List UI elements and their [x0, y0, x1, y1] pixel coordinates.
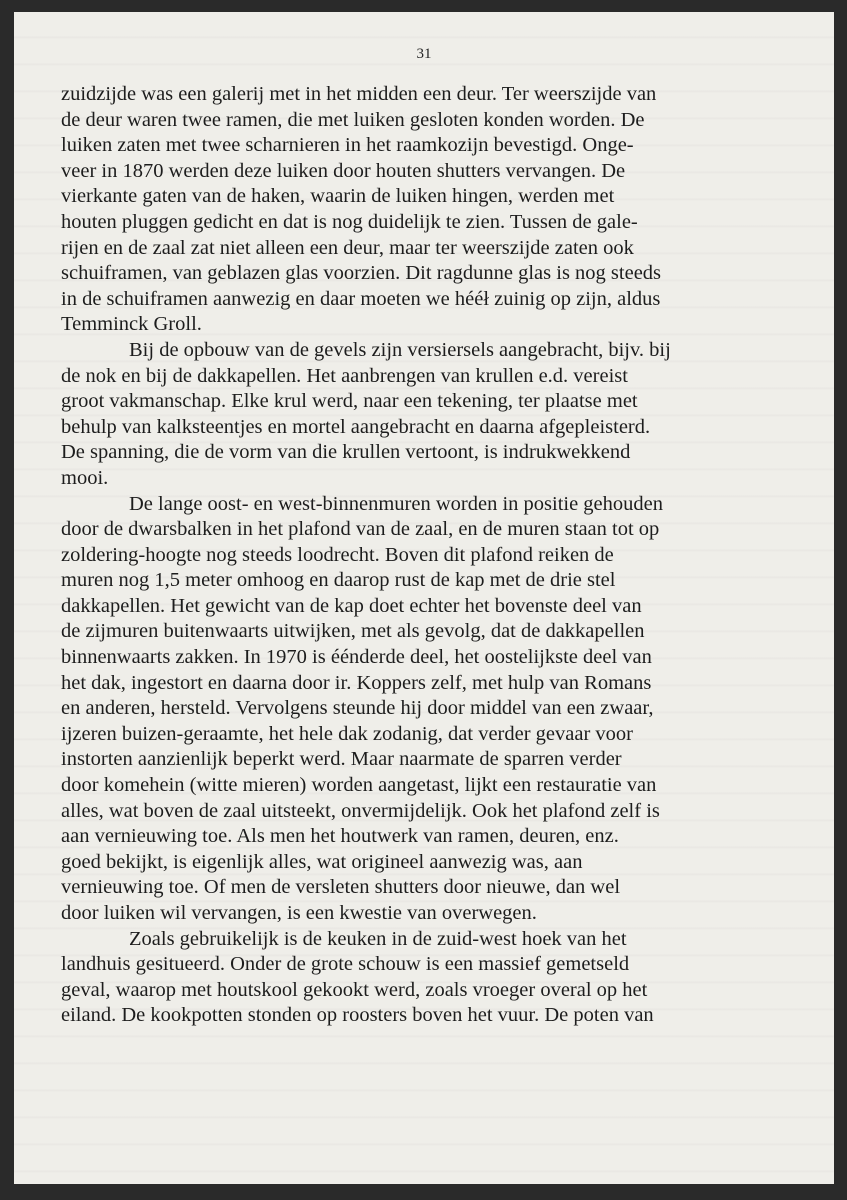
text-line: binnenwaarts zakken. In 1970 is éénderde deel, het oostelijkste deel van [61, 646, 652, 669]
text-line: zuidzijde was een galerij met in het midden een deur. Ter weerszijde van [61, 83, 657, 105]
text-line: De spanning, die de vorm van die krullen vertoont, is indrukwekkend [61, 441, 631, 464]
text-line: vierkante gaten van de haken, waarin de luiken hingen, werden met [61, 185, 615, 208]
text-line: de deur waren twee ramen, die met luiken gesloten konden worden. De [61, 108, 645, 131]
text-line: door luiken wil vervangen, is een kwestie van overwegen. [61, 902, 537, 924]
text-line: mooi. [61, 466, 109, 489]
text-line: en anderen, hersteld. Vervolgens steunde hij door middel van een zwaar, [61, 697, 654, 720]
text-line: aan vernieuwing toe. Als men het houtwerk van ramen, deuren, enz. [61, 825, 619, 848]
text-line: muren nog 1,5 meter omhoog en daarop rust de kap met de drie stel [61, 569, 616, 592]
text-line: vernieuwing toe. Of men de versleten shutters door nieuwe, dan wel [61, 876, 621, 899]
text-line: zoldering-hoogte nog steeds loodrecht. Boven dit plafond reiken de [61, 543, 614, 566]
book-page [14, 12, 834, 1184]
page-number: 31 [416, 46, 432, 62]
text-line: in de schuiframen aanwezig en daar moeten we hééł zuinig op zijn, aldus [61, 287, 661, 310]
text-line: Bij de opbouw van de gevels zijn versiersels aangebracht, bijv. bij [129, 338, 671, 361]
text-line: luiken zaten met twee scharnieren in het raamkozijn bevestigd. Onge- [61, 134, 634, 157]
text-line: ijzeren buizen-geraamte, het hele dak zodanig, dat verder gevaar voor [61, 722, 633, 745]
text-line: instorten aanzienlijk beperkt werd. Maar naarmate de sparren verder [61, 748, 622, 771]
text-line: veer in 1870 werden deze luiken door houten shutters vervangen. De [61, 159, 626, 182]
text-line: rijen en de zaal zat niet alleen een deur, maar ter weerszijde zaten ook [61, 236, 634, 259]
text-line: geval, waarop met houtskool gekookt werd, zoals vroeger overal op het [61, 978, 648, 1001]
text-line: door de dwarsbalken in het plafond van de zaal, en de muren staan tot op [61, 518, 660, 541]
text-line: groot vakmanschap. Elke krul werd, naar een tekening, ter plaatse met [61, 390, 638, 413]
text-line: alles, wat boven de zaal uitsteekt, onvermijdelijk. Ook het plafond zelf is [61, 799, 660, 822]
text-line: schuiframen, van geblazen glas voorzien. Dit ragdunne glas is nog steeds [61, 262, 662, 285]
text-line: door komehein (witte mieren) worden aangetast, lijkt een restauratie van [61, 774, 657, 797]
text-line: goed bekijkt, is eigenlijk alles, wat origineel aanwezig was, aan [61, 850, 583, 873]
text-line: Temminck Groll. [61, 313, 202, 336]
text-line: landhuis gesitueerd. Onder de grote schouw is een massief gemetseld [61, 953, 630, 976]
text-line: dakkapellen. Het gewicht van de kap doet echter het bovenste deel van [61, 594, 642, 617]
text-line: behulp van kalksteentjes en mortel aangebracht en daarna afgepleisterd. [61, 415, 651, 438]
text-line: de zijmuren buitenwaarts uitwijken, met als gevolg, dat de dakkapellen [61, 620, 645, 643]
text-line: Zoals gebruikelijk is de keuken in de zuid-west hoek van het [129, 927, 627, 950]
text-line: De lange oost- en west-binnenmuren worden in positie gehouden [129, 492, 664, 515]
text-line: de nok en bij de dakkapellen. Het aanbrengen van krullen e.d. vereist [61, 364, 628, 387]
body-text [61, 82, 781, 1029]
text-line: houten pluggen gedicht en dat is nog duidelijk te zien. Tussen de gale- [61, 210, 638, 233]
text-line: eiland. De kookpotten stonden op roosters boven het vuur. De poten van [61, 1004, 654, 1027]
text-line: het dak, ingestort en daarna door ir. Koppers zelf, met hulp van Romans [61, 671, 652, 694]
